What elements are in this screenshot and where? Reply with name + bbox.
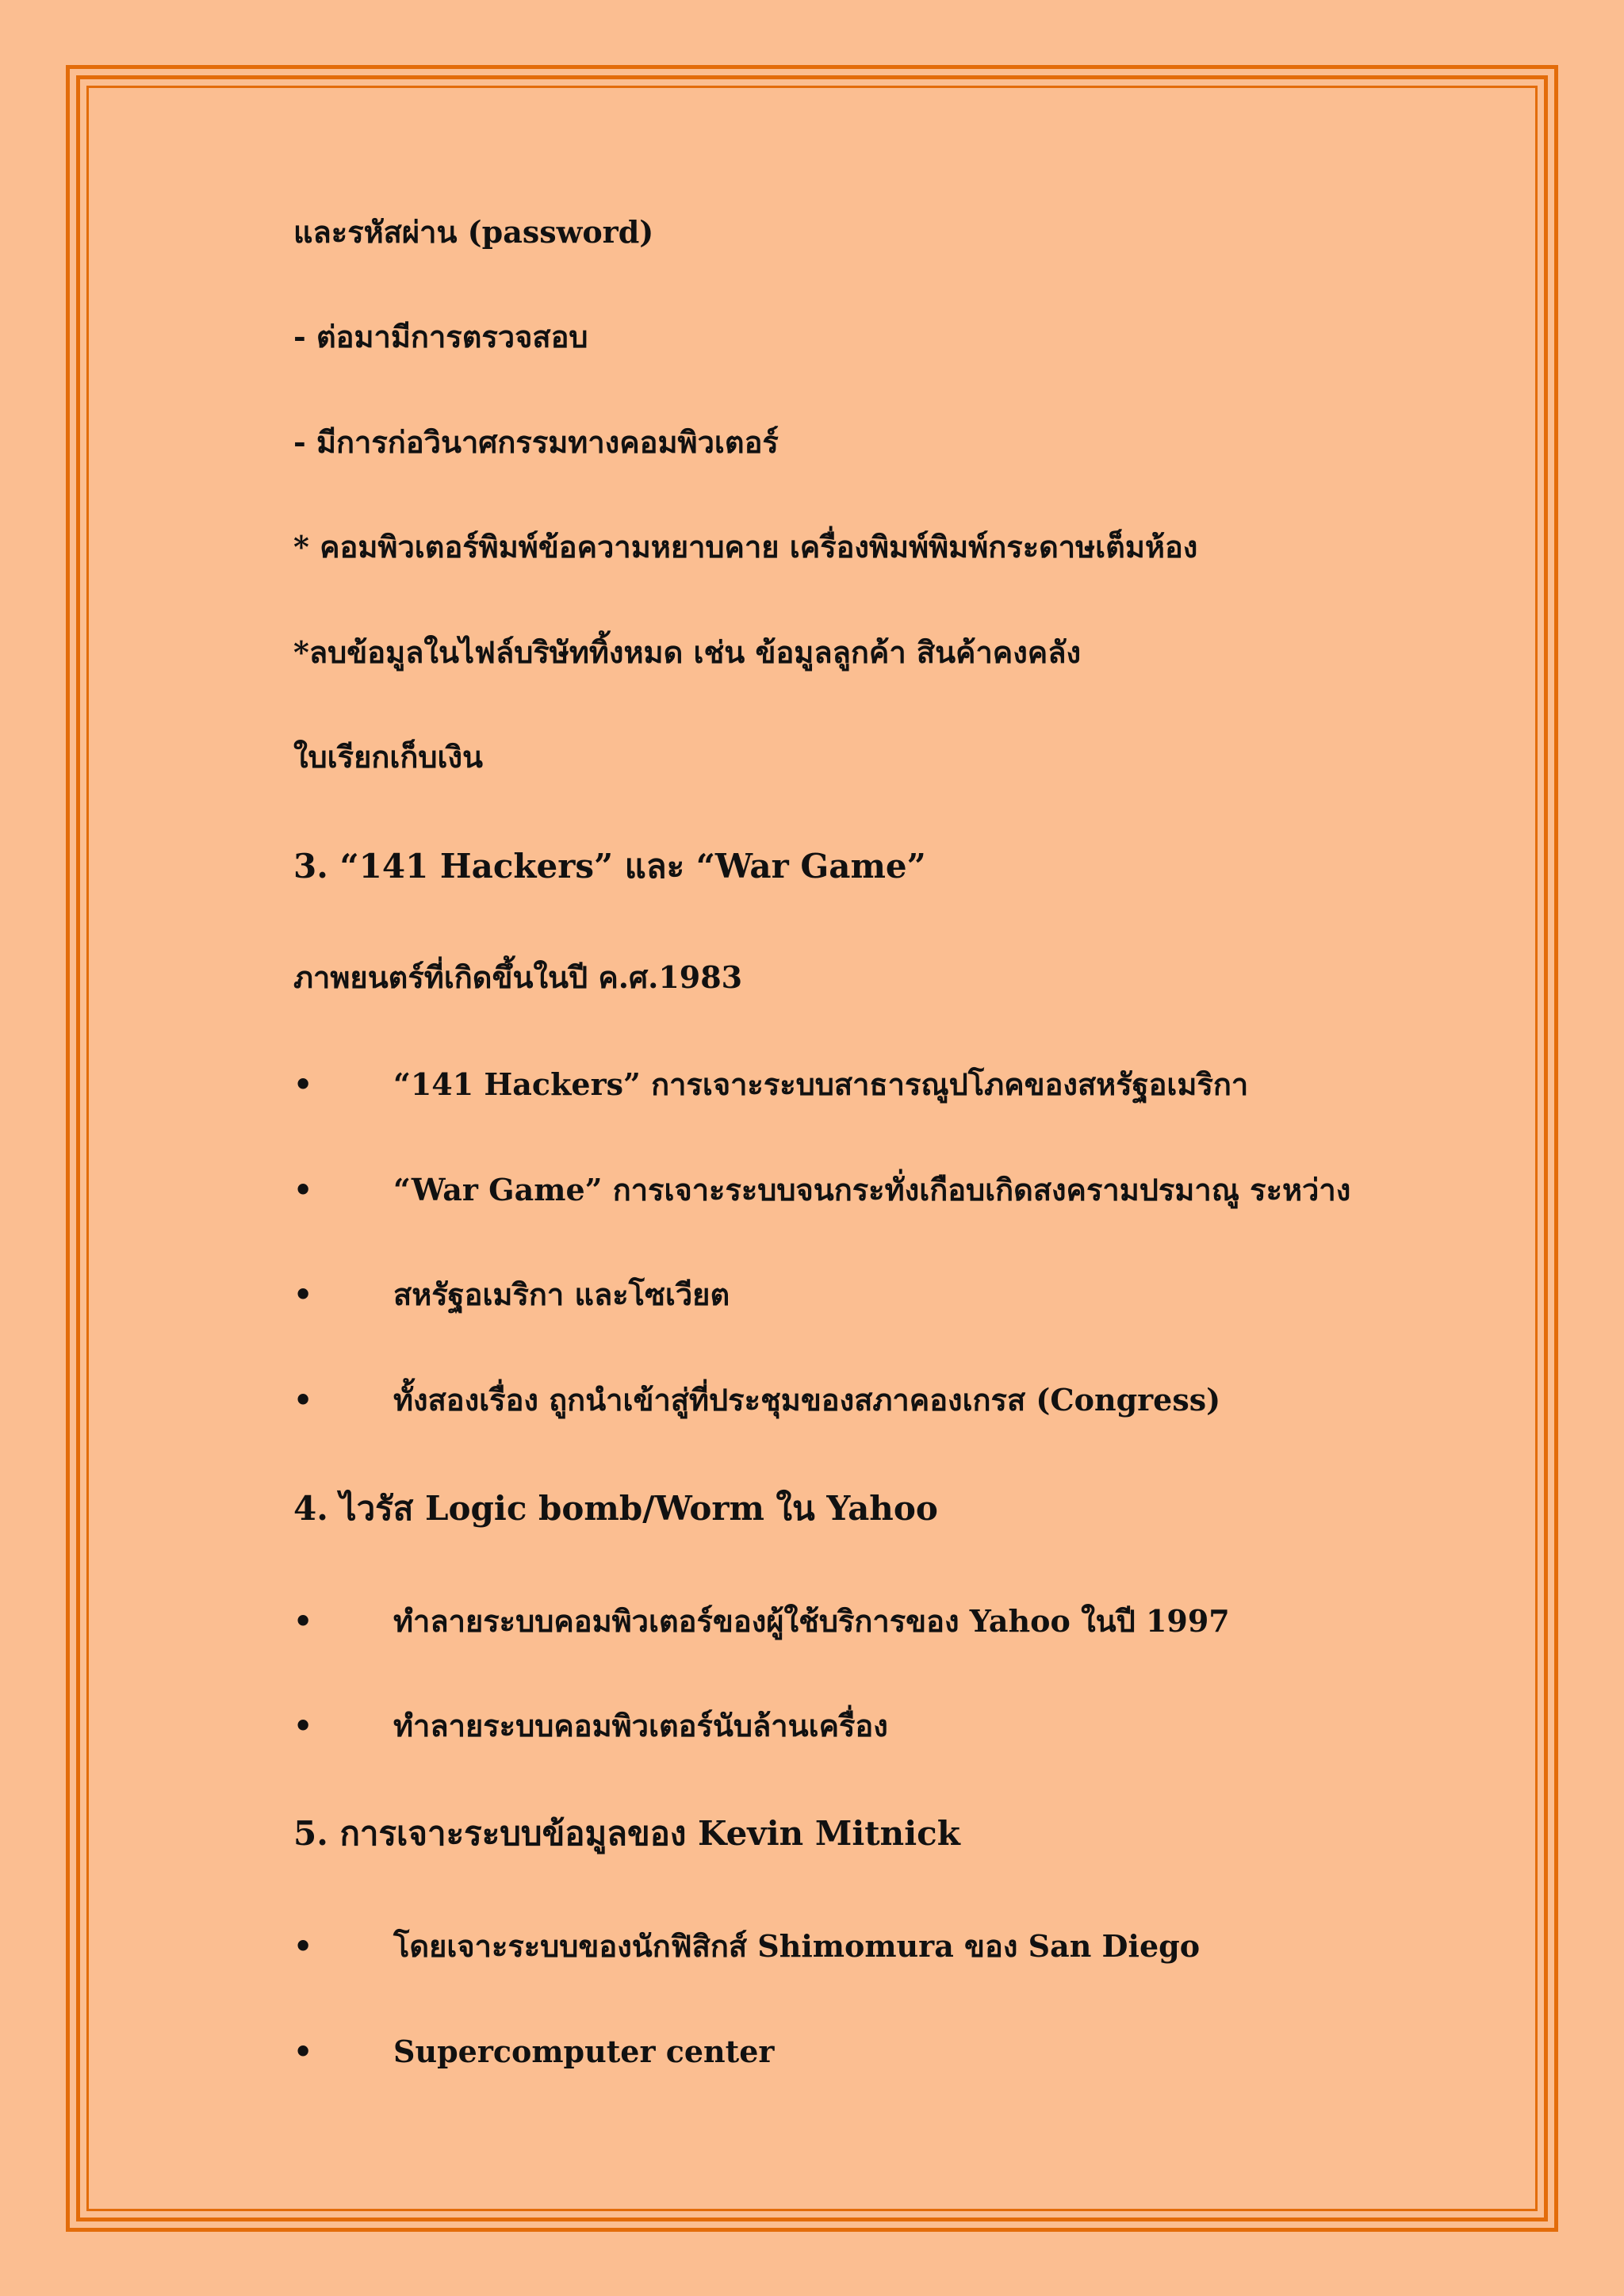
- bullet-icon: •: [293, 1172, 313, 1207]
- section-heading: 5. การเจาะระบบข้อมูลของ Kevin Mitnick: [293, 1814, 960, 1853]
- section-heading: 3. “141 Hackers” และ “War Game”: [293, 847, 926, 886]
- bullet-text: สหรัฐอเมริกา และโซเวียต: [393, 1276, 730, 1312]
- text-line: *ลบข้อมูลในไฟล์บริษัททิ้งหมด เช่น ข้อมูลลูกค้า สินค้าคงคลัง: [293, 634, 1082, 670]
- bullet-text: “141 Hackers” การเจาะระบบสาธารณูปโภคของสหรัฐอเมริกา: [393, 1066, 1249, 1102]
- text-line: - ต่อมามีการตรวจสอบ: [293, 319, 588, 354]
- bullet-text: โดยเจาะระบบของนักฟิสิกส์ Shimomura ของ San Diego: [393, 1928, 1201, 1964]
- section-heading: 4. ไวรัส Logic bomb/Worm ใน Yahoo: [293, 1489, 938, 1528]
- bullet-text: ทำลายระบบคอมพิวเตอร์ของผู้ใช้บริการของ Yahoo ในปี 1997: [393, 1603, 1230, 1639]
- text-line: ภาพยนตร์ที่เกิดขึ้นในปี ค.ศ.1983: [293, 959, 743, 995]
- bullet-icon: •: [293, 1603, 313, 1639]
- text-line: - มีการก่อวินาศกรรมทางคอมพิวเตอร์: [293, 424, 779, 460]
- bullet-icon: •: [293, 1928, 313, 1964]
- bullet-text: ทั้งสองเรื่อง ถูกนำเข้าสู่ที่ประชุมของสภาคองเกรส (Congress): [393, 1382, 1221, 1418]
- bullet-icon: •: [293, 1066, 313, 1102]
- bullet-icon: •: [293, 1382, 313, 1418]
- text-line: * คอมพิวเตอร์พิมพ์ข้อความหยาบคาย เครื่องพิมพ์พิมพ์กระดาษเต็มห้อง: [293, 529, 1198, 564]
- bullet-text: “War Game” การเจาะระบบจนกระทั่งเกือบเกิดสงครามปรมาณู ระหว่าง: [393, 1172, 1351, 1207]
- bullet-icon: •: [293, 1276, 313, 1312]
- text-line: ใบเรียกเก็บเงิน: [293, 739, 483, 775]
- bullet-icon: •: [293, 2034, 313, 2069]
- bullet-text: Supercomputer center: [393, 2034, 775, 2069]
- bullet-icon: •: [293, 1708, 313, 1743]
- bullet-text: ทำลายระบบคอมพิวเตอร์นับล้านเครื่อง: [393, 1708, 888, 1743]
- text-line: และรหัสผ่าน (password): [293, 214, 654, 250]
